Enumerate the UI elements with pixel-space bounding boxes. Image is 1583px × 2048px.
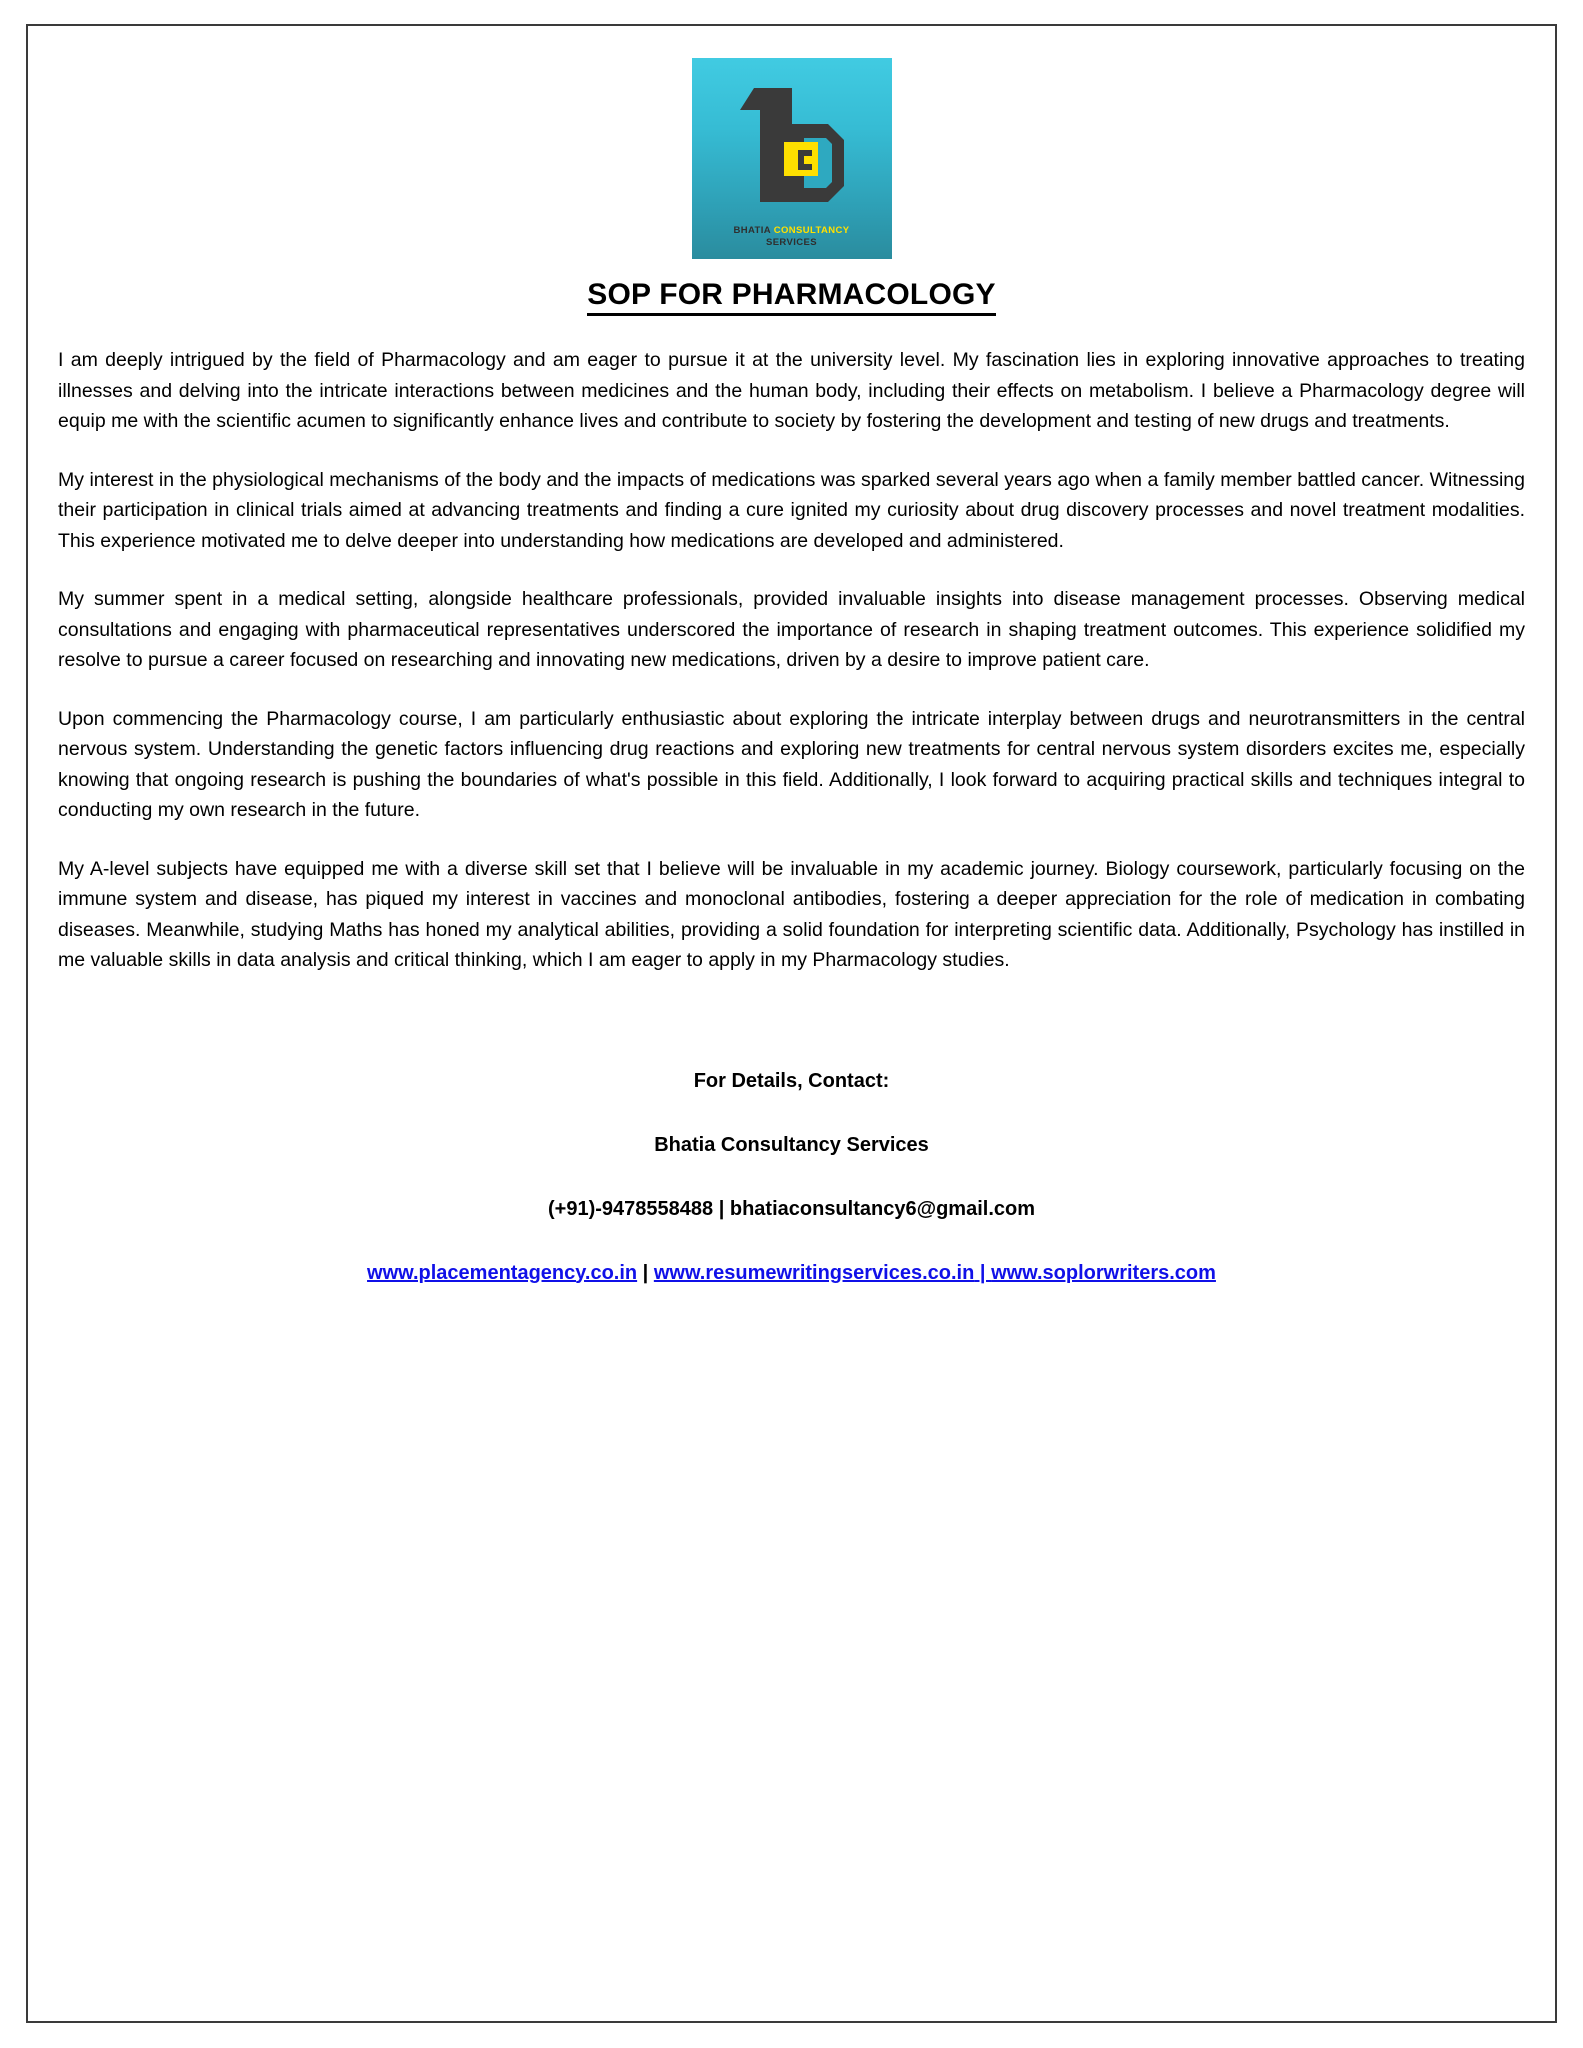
page-title	[56, 277, 1527, 313]
phone-number: (+91)-9478558488	[548, 1197, 714, 1220]
website-links-line	[56, 1260, 1527, 1286]
paragraph-1: I am deeply intrigued by the field of Pharmacology and am eager to pursue it at the university level. My fascination lies in exploring innovative approaches to treating illnesses and delving into the intricate interactions between medicines and the human body, including their effects on metabolism. I believe a Pharmacology degree will equip me with the scientific acumen to significantly enhance lives and contribute to society by fostering the development and testing of new drugs and treatments.	[58, 349, 1525, 432]
logo-caption	[692, 225, 892, 249]
contact-footer	[56, 1068, 1527, 1286]
link-separator-2: |	[974, 1261, 992, 1284]
paragraph-5: My A-level subjects have equipped me with a diverse skill set that I believe will be invaluable in my academic journey. Biology coursework, particularly focusing on the immune system and disease, has piqued my interest in vaccines and monoclonal antibodies, fostering a deeper appreciation for the role of medication in combating diseases. Meanwhile, studying Maths has honed my analytical abilities, providing a solid foundation for interpreting scientific data. Additionally, Psychology has instilled in me valuable skills in data analysis and critical thinking, which I am eager to apply in my Pharmacology studies.	[58, 857, 1525, 971]
bhatia-consultancy-logo-icon	[692, 58, 892, 259]
phone-email-line	[56, 1196, 1527, 1222]
link-separator-1: |	[637, 1261, 654, 1284]
logo-caption-secondary: SERVICES	[765, 237, 818, 248]
paragraph-3: My summer spent in a medical setting, alongside healthcare professionals, provided invaluable insights into disease management processes. Observing medical consultations and engaging with pharmaceutical representatives underscored the importance of research in shaping treatment outcomes. This experience solidified my resolve to pursue a career focused on researching and innovating new medications, driven by a desire to improve patient care.	[58, 588, 1525, 671]
link-soplorwriters[interactable]: www.soplorwriters.com	[991, 1261, 1216, 1284]
statement-body	[56, 345, 1527, 976]
logo-container	[56, 24, 1527, 259]
company-name: Bhatia Consultancy Services	[654, 1133, 929, 1156]
logo-caption-highlight: CONSULTANCY	[773, 225, 850, 236]
page-content	[26, 24, 1557, 2023]
logo-b-glyph	[692, 80, 892, 210]
email-address: bhatiaconsultancy6@gmail.com	[729, 1197, 1035, 1220]
paragraph-4: Upon commencing the Pharmacology course, I am particularly enthusiastic about exploring the intricate interplay between drugs and neurotransmitters in the central nervous system. Understanding the genetic factors influencing drug reactions and exploring new treatments for central nervous system disorders excites me, especially knowing that ongoing research is pushing the boundaries of what's possible in this field. Additionally, I look forward to acquiring practical skills and techniques integral to conducting my own research in the future.	[58, 707, 1525, 821]
contact-heading: For Details, Contact:	[693, 1069, 890, 1092]
phone-email-separator: |	[713, 1197, 730, 1220]
link-placementagency[interactable]: www.placementagency.co.in	[367, 1261, 638, 1284]
logo-caption-primary: BHATIA	[733, 225, 774, 236]
paragraph-2: My interest in the physiological mechanisms of the body and the impacts of medications was sparked several years ago when a family member battled cancer. Witnessing their participation in clinical trials aimed at advancing treatments and finding a cure ignited my curiosity about drug discovery processes and novel treatment modalities. This experience motivated me to delve deeper into understanding how medications are developed and administered.	[58, 468, 1525, 552]
link-resumewritingservices[interactable]: www.resumewritingservices.co.in	[653, 1261, 975, 1284]
page-title-text: SOP FOR PHARMACOLOGY	[587, 278, 995, 316]
